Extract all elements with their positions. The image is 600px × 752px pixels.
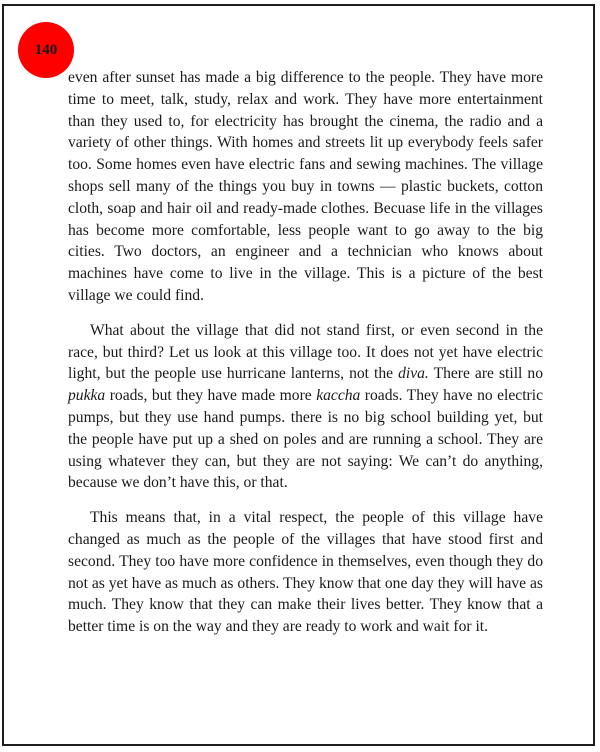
text-segment: What about the village that did not stand first, or even second in the race, but third? Let us look at this village too. It does not yet have electric light, but the people use hurricane lanterns, not the xyxy=(68,321,543,383)
book-page xyxy=(2,4,595,746)
paragraph-1 xyxy=(68,67,543,307)
page-number: 140 xyxy=(34,41,58,58)
page-number-badge xyxy=(18,22,74,78)
text-segment: roads, but they have made more xyxy=(105,387,317,405)
text-segment: roads. They have no electric pumps, but they use hand pumps. there is no big school building yet, but the people have put up a shed on poles and are running a school. They are using whatever they can, but they are not saying: We can’t do anything, because we don’t have this, or that. xyxy=(68,387,543,492)
text-segment: This means that, in a vital respect, the people of this village have changed as much as the people of the villages that have stood first and second. They too have more confidence in themselves, even though they do not as yet have as much as others. They know that one day they will have as much. They know that they can make their lives better. They know that a better time is on the way and they are ready to work and wait for it. xyxy=(68,509,543,636)
text-segment: even after sunset has made a big difference to the people. They have more time to meet, talk, study, relax and work. They have more entertainment than they used to, for electricity has brought the cinema, the radio and a variety of other things. With homes and streets lit up everybody feels safer too. Some homes even have electric fans and sewing machines. The village shops sell many of the things you buy in towns — plastic buckets, cotton cloth, soap and hair oil and ready-made clothes. Becuase life in the villages has become more comfortable, less people want to go away to the big cities. Two doctors, an engineer and a technician who knows about machines have come to live in the village. This is a picture of the best village we could find. xyxy=(68,69,543,304)
italic-term: kaccha xyxy=(316,387,361,405)
text-segment: There are still no xyxy=(428,365,543,383)
paragraph-2 xyxy=(68,320,543,494)
body-text xyxy=(68,67,543,638)
italic-term: diva. xyxy=(398,365,429,383)
italic-term: pukka xyxy=(68,387,106,405)
paragraph-3 xyxy=(68,507,543,638)
